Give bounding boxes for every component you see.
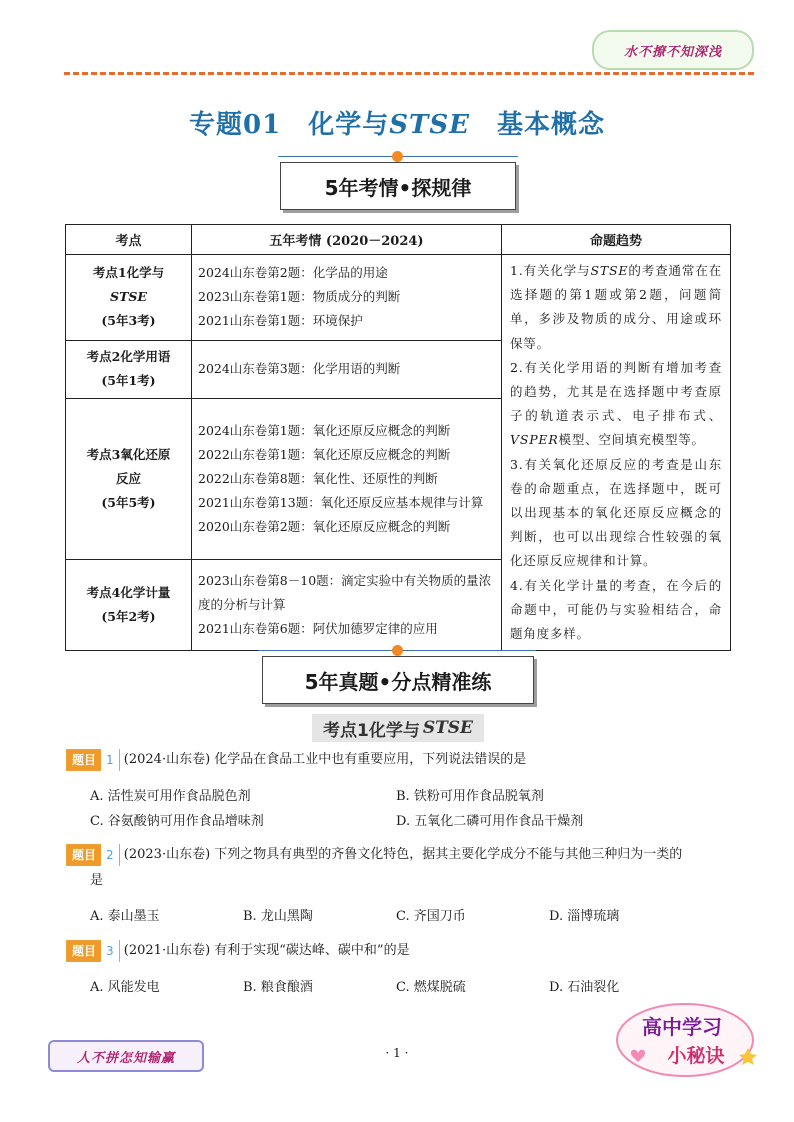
five-year-cell <box>192 398 502 559</box>
option-c: C. 燃煤脱硫 <box>396 980 466 995</box>
exam-item: 2021山东卷第1题：环境保护 <box>198 313 363 329</box>
motto-text: 水不撩不知深浅 <box>623 44 722 60</box>
option-b: B. 铁粉可用作食品脱氧剂 <box>396 789 544 804</box>
question-3 <box>66 938 746 964</box>
kp1-heading-text: 考点1化学与 <box>322 720 420 741</box>
sticker-graphic <box>610 1000 760 1086</box>
kp-cell <box>66 559 192 650</box>
kp-text: (5年2考) <box>101 609 156 625</box>
exam-item: 2021山东卷第13题：氧化还原反应基本规律与计算 <box>198 494 484 510</box>
study-tips-sticker <box>610 1000 760 1086</box>
section1-title: 5年考情•探规律 <box>324 175 472 200</box>
sticker-line2: 小秘诀 <box>667 1045 725 1067</box>
exam-item: 2020山东卷第2题：氧化还原反应概念的判断 <box>198 518 451 534</box>
kp-text: 考点1化学与 <box>92 265 165 281</box>
kp-text: 考点3氧化还原 <box>86 446 171 462</box>
trend-paragraph: 2.有关化学用语的判断有增加考查的趋势，尤其是在选择题中考查原子的轨道表示式、电子排布式、VSPER模型、空间填充模型等。 <box>510 359 722 448</box>
exam-item: 2021山东卷第6题：阿伏加德罗定律的应用 <box>198 621 438 637</box>
kp-cell <box>66 398 192 559</box>
exam-item: 2024山东卷第1题：氧化还原反应概念的判断 <box>198 422 451 438</box>
trend-paragraph: 1.有关化学与STSE的考查通常在在选择题的第1题或第2题，问题简单，多涉及物质的成分、用途或环保等。 <box>510 263 723 351</box>
exam-summary-table <box>65 224 731 651</box>
col-five-years: 五年考情 (2020－2024) <box>192 225 502 255</box>
exam-item: 2022山东卷第1题：氧化还原反应概念的判断 <box>198 446 451 462</box>
kp-text: 考点2化学用语 <box>86 349 171 365</box>
page-title <box>0 104 794 141</box>
trend-paragraph: 4.有关化学计量的考查，在今后的命题中，可能仍与实验相结合，命题角度多样。 <box>510 577 722 642</box>
motto-badge <box>592 30 754 70</box>
section2-dot <box>392 645 403 656</box>
exam-item: 2023山东卷第1题：物质成分的判断 <box>198 289 401 305</box>
section1-dot <box>392 151 403 162</box>
exam-item: 2024山东卷第3题：化学用语的判断 <box>198 361 401 377</box>
section2-heading <box>262 656 534 704</box>
kp-cell <box>66 340 192 398</box>
option-d: D. 石油裂化 <box>549 980 620 995</box>
question-stem: (2023·山东卷) 下列之物具有典型的齐鲁文化特色，据其主要化学成分不能与其他三种归为一类的 <box>123 847 683 862</box>
trend-cell <box>502 255 731 651</box>
exam-item: 2023山东卷第8－10题：滴定实验中有关物质的量浓度的分析与计算 <box>198 573 492 613</box>
option-a: A. 泰山墨玉 <box>90 909 160 924</box>
exam-item: 2024山东卷第2题：化学品的用途 <box>198 265 388 281</box>
option-d: D. 五氧化二磷可用作食品干燥剂 <box>396 814 584 829</box>
question-stem: (2024·山东卷) 化学品在食品工业中也有重要应用，下列说法错误的是 <box>123 752 527 767</box>
option-b: B. 粮食酿酒 <box>243 980 313 995</box>
question-stem: (2021·山东卷) 有利于实现“碳达峰、碳中和”的是 <box>123 943 410 958</box>
trend-paragraph: 3.有关氧化还原反应的考查是山东卷的命题重点，在选择题中，既可以出现基本的氧化还原反应概念的判断，也可以出现综合性较强的氧化还原反应规律和计算。 <box>510 456 722 569</box>
header-dashed-divider <box>64 72 754 75</box>
section2-title: 5年真题•分点精准练 <box>304 669 492 694</box>
option-c: C. 齐国刀币 <box>396 909 466 924</box>
kp-text: STSE <box>110 289 147 305</box>
kp-text: (5年3考) <box>101 313 156 329</box>
page-number: · 1 · <box>385 1046 409 1060</box>
five-year-cell <box>192 255 502 341</box>
question-1 <box>66 747 746 773</box>
section1-heading <box>280 162 516 210</box>
sticker-line1: 高中学习 <box>642 1015 722 1039</box>
table-header-row <box>66 225 731 255</box>
kp1-heading <box>312 714 484 742</box>
title-prefix: 专题01 化学与 <box>189 110 390 140</box>
title-stse: STSE <box>389 110 470 140</box>
question-2 <box>66 842 746 868</box>
col-trend: 命题趋势 <box>502 225 731 255</box>
col-kp: 考点 <box>66 225 192 255</box>
question-tag: 题目 2 <box>66 844 120 866</box>
kp-text: (5年1考) <box>101 373 156 389</box>
option-b: B. 龙山黑陶 <box>243 909 313 924</box>
option-c: C. 谷氨酸钠可用作食品增味剂 <box>90 814 264 829</box>
kp-text: 反应 <box>115 470 141 486</box>
question-tag: 题目 1 <box>66 749 120 771</box>
kp-cell <box>66 255 192 341</box>
five-year-cell <box>192 340 502 398</box>
option-d: D. 淄博琉璃 <box>549 909 620 924</box>
five-year-cell <box>192 559 502 650</box>
question-tag: 题目 3 <box>66 940 120 962</box>
title-suffix: 基本概念 <box>469 110 605 140</box>
exam-item: 2022山东卷第8题：氧化性、还原性的判断 <box>198 470 438 486</box>
question-stem-cont: 是 <box>90 873 104 888</box>
option-a: A. 风能发电 <box>90 980 160 995</box>
kp-text: 考点4化学计量 <box>86 585 171 601</box>
kp-text: (5年5考) <box>101 494 156 510</box>
kp1-heading-stse: STSE <box>422 718 473 738</box>
table-row <box>66 255 731 341</box>
footer-motto-text: 人不拼怎知输赢 <box>76 1050 175 1066</box>
option-a: A. 活性炭可用作食品脱色剂 <box>90 789 251 804</box>
